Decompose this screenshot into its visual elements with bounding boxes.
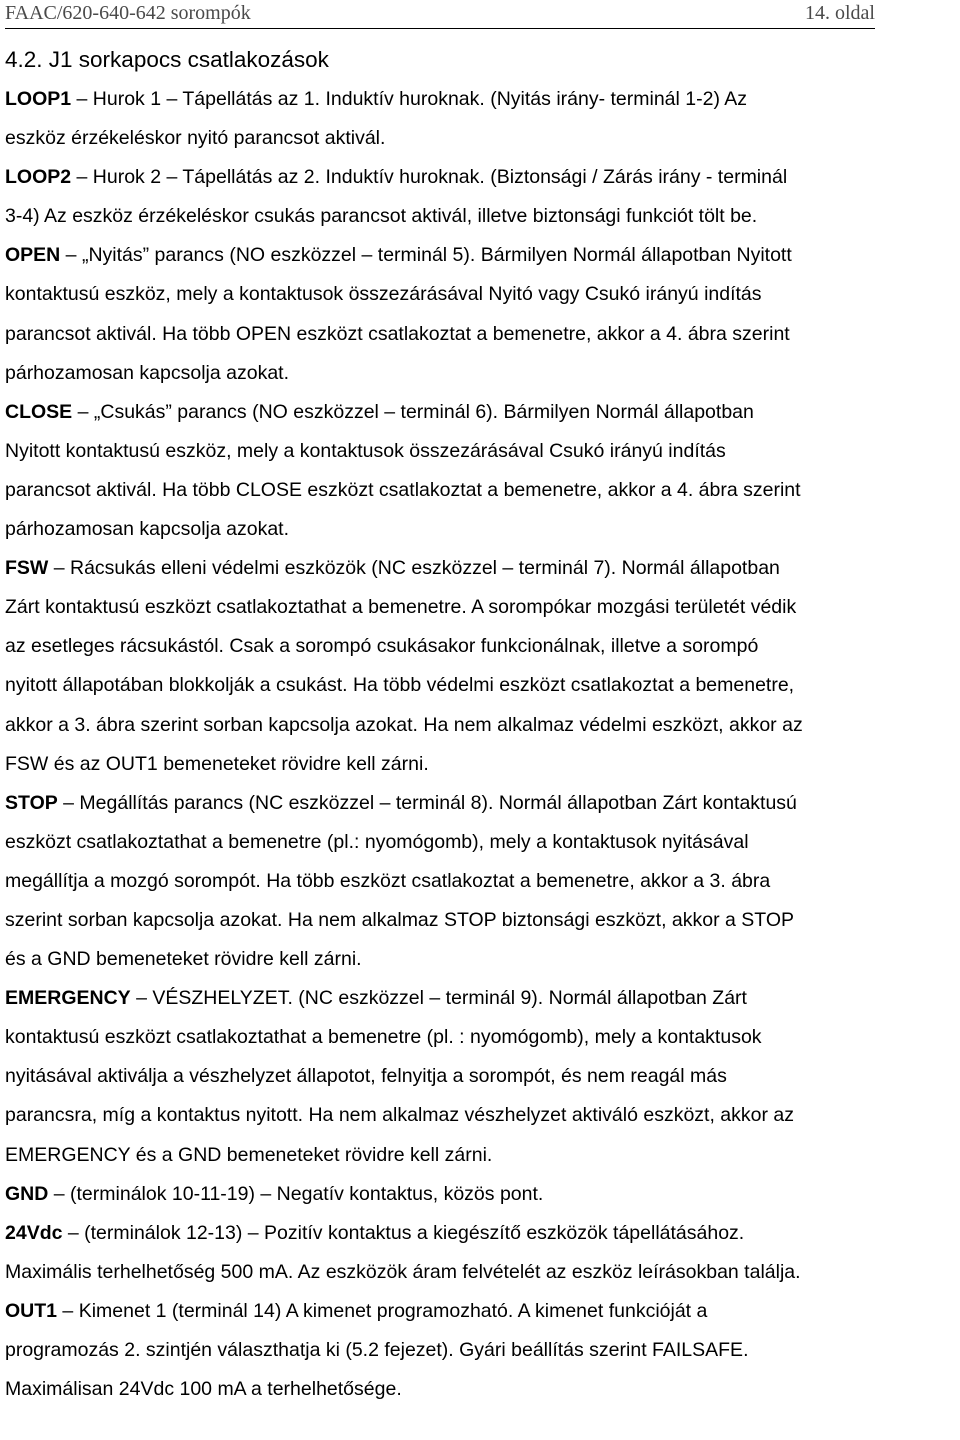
text-segment: Nyitott kontaktusú eszköz, mely a kontaktusok összezárásával Csukó irányú indítás [5,439,726,462]
text-segment: – (terminálok 10-11-19) – Negatív kontaktus, közös pont. [48,1182,544,1205]
header-page-number: 14. oldal [805,2,875,24]
term-label: LOOP2 [5,166,72,189]
term-label: OPEN [5,244,61,267]
text-segment: nyitott állapotában blokkolják a csukást. Ha több védelmi eszközt csatlakoztat a bemenetre, [5,674,795,697]
document-body [5,80,955,1409]
text-segment: – Kimenet 1 (terminál 14) A kimenet programozható. A kimenet funkcióját a [57,1299,708,1322]
text-segment: párhozamosan kapcsolja azokat. [5,518,289,541]
text-segment: Zárt kontaktusú eszközt csatlakoztathat a bemenetre. A sorompókar mozgási területét védik [5,596,797,619]
text-line [5,588,955,627]
text-segment: – (terminálok 12-13) – Pozitív kontaktus a kiegészítő eszközök tápellátásához. [62,1221,745,1244]
text-line [5,1214,955,1253]
text-segment: – Hurok 1 – Tápellátás az 1. Induktív huroknak. (Nyitás irány- terminál 1-2) Az [71,88,748,110]
text-segment: megállítja a mozgó sorompót. Ha több eszközt csatlakoztat a bemenetre, akkor a 3. ábra [5,869,771,892]
text-segment: parancsot aktivál. Ha több OPEN eszközt csatlakoztat a bemenetre, akkor a 4. ábra szerint [5,322,790,345]
text-line [5,432,955,471]
text-segment: parancsra, míg a kontaktus nyitott. Ha nem alkalmaz vészhelyzet aktiváló eszközt, akkor az [5,1104,795,1127]
text-line [5,901,955,940]
term-label: LOOP1 [5,88,72,110]
text-line [5,354,955,393]
paragraph-stop [5,784,955,979]
term-label: GND [5,1182,49,1205]
term-label: CLOSE [5,400,73,423]
text-line [5,1018,955,1057]
text-line [5,745,955,784]
term-label: 24Vdc [5,1221,63,1244]
text-line [5,627,955,666]
text-segment: EMERGENCY és a GND bemeneteket rövidre kell zárni. [5,1143,493,1166]
header-document-title: FAAC/620-640-642 sorompók [5,2,251,24]
text-segment: Maximálisan 24Vdc 100 mA a terhelhetősége. [5,1378,402,1401]
text-line [5,1057,955,1096]
text-line [5,1370,955,1409]
text-line [5,315,955,354]
text-line [5,979,955,1018]
text-segment: FSW és az OUT1 bemeneteket rövidre kell zárni. [5,752,429,775]
text-segment: – Megállítás parancs (NC eszközzel – terminál 8). Normál állapotban Zárt kontaktusú [57,791,797,814]
paragraph-24vdc [5,1214,955,1292]
text-line [5,666,955,705]
text-line [5,1331,955,1370]
paragraph-loop1 [5,80,955,158]
text-line [5,1096,955,1135]
term-label: STOP [5,791,58,814]
text-segment: – „Nyitás” parancs (NO eszközzel – terminál 5). Bármilyen Normál állapotban Nyitott [60,244,792,267]
text-line [5,471,955,510]
text-segment: – Hurok 2 – Tápellátás az 2. Induktív huroknak. (Biztonsági / Zárás irány - terminál [71,166,788,189]
text-segment: – Rácsukás elleni védelmi eszközök (NC eszközzel – terminál 7). Normál állapotban [48,557,780,580]
text-segment: – „Csukás” parancs (NO eszközzel – terminál 6). Bármilyen Normál állapotban [72,400,754,423]
text-line [5,784,955,823]
paragraph-fsw [5,549,955,784]
text-line [5,197,955,236]
text-segment: akkor a 3. ábra szerint sorban kapcsolja azokat. Ha nem alkalmaz védelmi eszközt, akkor az [5,713,803,736]
text-line [5,549,955,588]
text-segment: kontaktusú eszközt csatlakoztathat a bemenetre (pl. : nyomógomb), mely a kontaktusok [5,1026,762,1049]
text-segment: programozás 2. szintjén választhatja ki (5.2 fejezet). Gyári beállítás szerint FAILSAFE. [5,1339,749,1361]
paragraph-open [5,236,955,392]
text-line [5,393,955,432]
text-segment: párhozamosan kapcsolja azokat. [5,361,289,384]
paragraph-gnd [5,1175,955,1214]
text-line [5,1253,955,1292]
text-line [5,1136,955,1175]
term-label: OUT1 [5,1299,58,1322]
text-line [5,1175,955,1214]
text-line [5,80,955,119]
text-line [5,236,955,275]
text-segment: eszközt csatlakoztathat a bemenetre (pl.: nyomógomb), mely a kontaktusok nyitásával [5,830,749,853]
text-segment: és a GND bemeneteket rövidre kell zárni. [5,948,362,971]
text-line [5,510,955,549]
section-title: 4.2. J1 sorkapocs csatlakozások [5,47,329,72]
text-segment: szerint sorban kapcsolja azokat. Ha nem alkalmaz STOP biztonsági eszközt, akkor a STOP [5,908,795,931]
text-line [5,862,955,901]
text-line [5,940,955,979]
term-label: FSW [5,557,49,580]
text-segment: nyitásával aktiválja a vészhelyzet állapotot, felnyitja a sorompót, és nem reagál más [5,1065,727,1088]
text-segment: 3-4) Az eszköz érzékeléskor csukás parancsot aktivál, illetve biztonsági funkciót tölt be. [5,205,758,228]
paragraph-loop2 [5,158,955,236]
text-segment: – VÉSZHELYZET. (NC eszközzel – terminál 9). Normál állapotban Zárt [130,987,747,1010]
paragraph-out1 [5,1292,955,1409]
text-line [5,158,955,197]
text-line [5,823,955,862]
text-segment: eszköz érzékeléskor nyitó parancsot aktivál. [5,127,386,150]
page-header [5,0,875,29]
text-line [5,119,955,158]
paragraph-close [5,393,955,549]
text-segment: az esetleges rácsukástól. Csak a sorompó csukásakor funkcionálnak, illetve a sorompó [5,635,759,658]
paragraph-emergency [5,979,955,1174]
text-segment: kontaktusú eszköz, mely a kontaktusok összezárásával Nyitó vagy Csukó irányú indítás [5,283,762,306]
text-line [5,706,955,745]
term-label: EMERGENCY [5,987,131,1010]
text-segment: Maximális terhelhetőség 500 mA. Az eszközök áram felvételét az eszköz leírásokban találja. [5,1260,801,1283]
text-line [5,275,955,314]
text-line [5,1292,955,1331]
text-segment: parancsot aktivál. Ha több CLOSE eszközt csatlakoztat a bemenetre, akkor a 4. ábra szerint [5,478,801,501]
